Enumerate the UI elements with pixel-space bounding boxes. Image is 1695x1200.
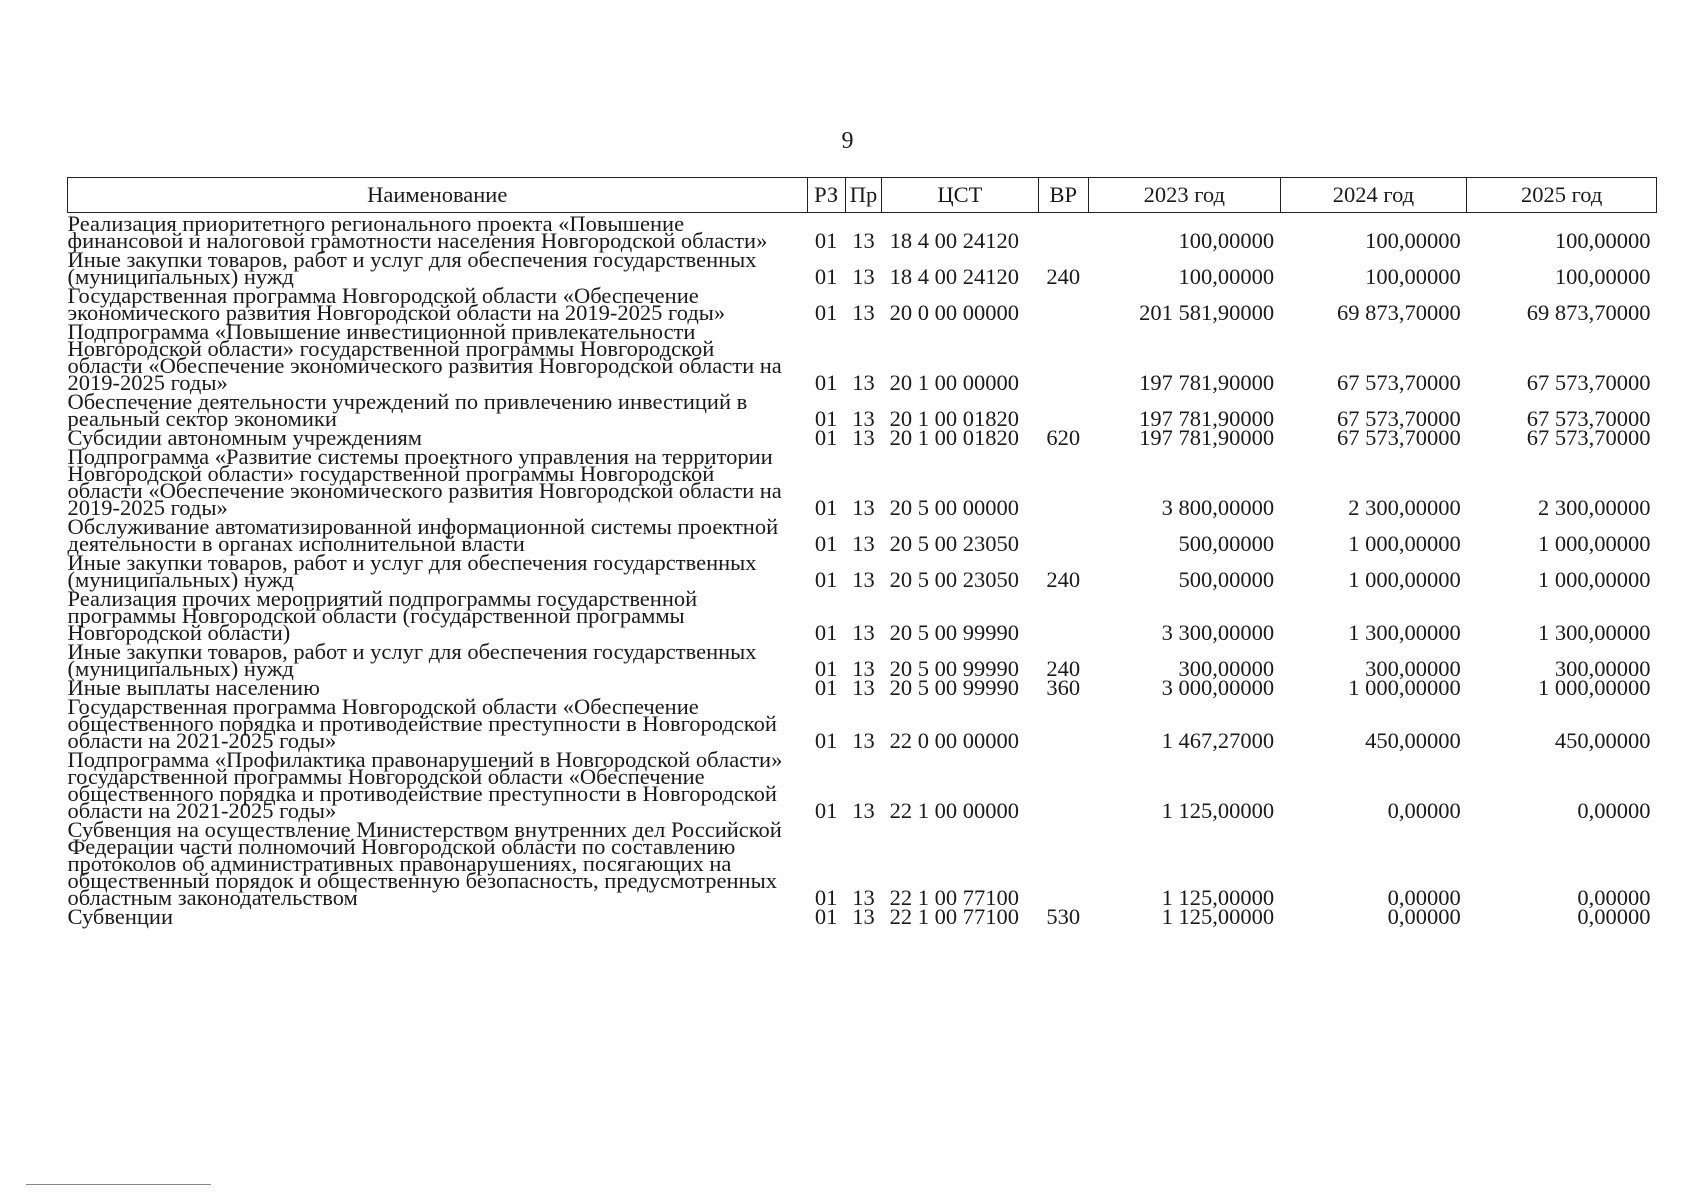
row-cst: 20 5 00 23050 [889,531,1020,556]
row-2023: 3 800,00000 [1161,495,1275,520]
row-rz: 01 [814,885,838,910]
row-pr: 13 [852,531,875,556]
row-2025: 0,00000 [1577,904,1651,929]
row-rz: 01 [814,406,838,431]
row-vr: 530 [1046,904,1081,929]
row-pr: 13 [852,495,875,520]
row-2025: 100,00000 [1554,264,1651,289]
row-rz: 01 [814,264,838,289]
row-name: Иные закупки товаров, работ и услуг для обеспечения государственных (муниципальных) нужд [67,639,757,681]
row-vr [1038,819,1088,906]
row-pr: 13 [852,370,875,395]
row-cst: 18 4 00 24120 [889,264,1020,289]
table-header [68,178,1657,213]
row-2023: 3 000,00000 [1161,675,1275,700]
table-row [68,446,1657,516]
row-rz: 01 [814,798,838,823]
row-2024: 100,00000 [1365,228,1461,253]
row-2023: 3 300,00000 [1161,620,1275,645]
row-cst: 20 5 00 99990 [889,675,1020,700]
row-cst: 20 5 00 99990 [889,656,1020,681]
row-2024: 300,00000 [1365,656,1461,681]
row-cst: 20 1 00 01820 [889,425,1020,450]
row-vr [1038,749,1088,819]
row-pr: 13 [852,425,875,450]
row-2024: 67 573,70000 [1337,370,1461,395]
header-name: Наименование [68,178,808,213]
row-vr: 240 [1046,656,1081,681]
row-2024: 1 000,00000 [1348,531,1461,556]
row-2023: 1 125,00000 [1161,798,1275,823]
table-body [67,211,1657,929]
row-2025: 1 300,00000 [1538,620,1651,645]
row-name: Государственная программа Новгородской области «Обеспечение экономического развития Новгородской области на 2019-2025 годы» [67,283,726,325]
row-2023: 300,00000 [1178,656,1275,681]
row-2025: 2 300,00000 [1538,495,1651,520]
row-vr [1038,516,1088,552]
header-2024: 2024 год [1280,178,1467,213]
row-vr: 240 [1046,567,1081,592]
row-name: Иные выплаты населению [67,675,320,700]
row-rz: 01 [814,567,838,592]
row-name: Субвенции [67,904,173,929]
row-2024: 2 300,00000 [1348,495,1461,520]
row-name: Обслуживание автоматизированной информационной системы проектной деятельности в органах исполнительной власти [67,514,779,556]
row-pr: 13 [852,798,875,823]
table-row [68,588,1657,641]
row-2023: 500,00000 [1178,567,1275,592]
row-2023: 197 781,90000 [1139,406,1275,431]
row-pr: 13 [852,675,875,700]
row-2024: 450,00000 [1365,728,1461,753]
table-row [68,516,1657,552]
row-2025: 1 000,00000 [1538,531,1651,556]
row-pr: 13 [852,885,875,910]
table-row [68,213,1657,250]
page-number: 9 [841,128,854,154]
row-pr: 13 [852,656,875,681]
header-pr: Пр [845,178,881,213]
table-row [68,391,1657,427]
row-rz: 01 [814,620,838,645]
row-2024: 67 573,70000 [1337,425,1461,450]
row-vr [1038,213,1088,250]
table-row [68,641,1657,677]
row-2024: 67 573,70000 [1337,406,1461,431]
row-2024: 100,00000 [1365,264,1461,289]
row-2024: 0,00000 [1387,885,1461,910]
row-2023: 100,00000 [1178,264,1275,289]
row-2025: 69 873,70000 [1526,300,1651,325]
header-rz: РЗ [807,178,845,213]
row-2023: 197 781,90000 [1139,425,1275,450]
row-name: Иные закупки товаров, работ и услуг для обеспечения государственных (муниципальных) нужд [67,550,757,592]
row-2025: 0,00000 [1577,885,1651,910]
row-2025: 450,00000 [1554,728,1651,753]
row-2024: 1 000,00000 [1348,567,1461,592]
budget-table [67,177,1657,929]
row-pr: 13 [852,728,875,753]
row-cst: 20 1 00 01820 [889,406,1020,431]
row-vr: 240 [1046,264,1081,289]
row-pr: 13 [852,567,875,592]
table-row [68,321,1657,391]
header-cst: ЦСТ [882,178,1038,213]
row-2025: 100,00000 [1554,228,1651,253]
row-rz: 01 [814,675,838,700]
row-2025: 1 000,00000 [1538,675,1651,700]
row-2025: 67 573,70000 [1526,406,1651,431]
row-vr [1038,321,1088,391]
row-2024: 1 300,00000 [1348,620,1461,645]
row-vr [1038,696,1088,749]
header-2025: 2025 год [1467,178,1657,213]
row-pr: 13 [852,406,875,431]
row-2025: 67 573,70000 [1526,425,1651,450]
row-rz: 01 [814,531,838,556]
row-pr: 13 [852,264,875,289]
row-name: Иные закупки товаров, работ и услуг для обеспечения государственных (муниципальных) нужд [67,247,757,289]
row-2025: 300,00000 [1554,656,1651,681]
row-rz: 01 [814,728,838,753]
row-name: Субсидии автономным учреждениям [67,425,422,450]
row-name: Подпрограмма «Повышение инвестиционной привлекательности Новгородской области» государственной программы Новгородской области «Обеспечение экономического развития Новгородской области на 2019-2025 годы» [67,319,782,395]
row-2023: 100,00000 [1178,228,1275,253]
table-row [68,285,1657,321]
row-name: Реализация приоритетного регионального проекта «Повышение финансовой и налоговой грамотности населения Новгородской области» [67,211,768,253]
row-name: Реализация прочих мероприятий подпрограммы государственной программы Новгородской области (государственной программы Новгородской области) [67,586,698,645]
row-pr: 13 [852,620,875,645]
row-rz: 01 [814,425,838,450]
row-cst: 20 5 00 23050 [889,567,1020,592]
row-pr: 13 [852,228,875,253]
row-2023: 201 581,90000 [1139,300,1275,325]
row-2025: 0,00000 [1577,798,1651,823]
row-rz: 01 [814,300,838,325]
row-2023: 1 125,00000 [1161,885,1275,910]
row-2024: 1 000,00000 [1348,675,1461,700]
row-cst: 22 1 00 00000 [889,798,1020,823]
row-pr: 13 [852,904,875,929]
table-row [68,696,1657,749]
table-row [68,819,1657,906]
row-vr [1038,446,1088,516]
row-cst: 22 1 00 77100 [889,885,1020,910]
row-rz: 01 [814,370,838,395]
row-vr [1038,285,1088,321]
row-name: Государственная программа Новгородской области «Обеспечение общественного порядка и противодействие преступности в Новгородской области на 2021-2025 годы» [67,694,777,753]
row-rz: 01 [814,495,838,520]
row-cst: 20 5 00 99990 [889,620,1020,645]
row-cst: 20 5 00 00000 [889,495,1020,520]
table-row [68,249,1657,285]
row-vr: 360 [1046,675,1081,700]
row-2023: 1 125,00000 [1161,904,1275,929]
row-cst: 22 0 00 00000 [889,728,1020,753]
row-name: Подпрограмма «Развитие системы проектного управления на территории Новгородской области» государственной программы Новгородской области «Обеспечение экономического развития Новгородской области на 2019-2025 годы» [67,444,782,520]
row-name: Субвенция на осуществление Министерством внутренних дел Российской Федерации части полномочий Новгородской области по составлению протоколов об административных правонарушениях, посягающих на общественный порядок и общественную безопасность, предусмотренных областным законодательством [67,817,782,910]
row-cst: 22 1 00 77100 [889,904,1020,929]
row-name: Подпрограмма «Профилактика правонарушений в Новгородской области» государственной программы Новгородской области «Обеспечение общественного порядка и противодействие преступности в Новгородской области на 2021-2025 годы» [67,747,783,823]
row-2023: 500,00000 [1178,531,1275,556]
header-2023: 2023 год [1088,178,1280,213]
row-2025: 1 000,00000 [1538,567,1651,592]
header-vr: ВР [1038,178,1088,213]
row-rz: 01 [814,904,838,929]
table-row [68,749,1657,819]
row-2024: 69 873,70000 [1337,300,1461,325]
row-vr: 620 [1046,425,1081,450]
row-name: Обеспечение деятельности учреждений по привлечению инвестиций в реальный сектор экономики [67,389,748,431]
row-pr: 13 [852,300,875,325]
row-2024: 0,00000 [1387,798,1461,823]
row-cst: 18 4 00 24120 [889,228,1020,253]
row-rz: 01 [814,228,838,253]
row-2024: 0,00000 [1387,904,1461,929]
row-vr [1038,391,1088,427]
footer-rule [26,1184,211,1185]
row-2023: 1 467,27000 [1161,728,1275,753]
row-vr [1038,588,1088,641]
row-2023: 197 781,90000 [1139,370,1275,395]
row-2025: 67 573,70000 [1526,370,1651,395]
table-row [68,552,1657,588]
row-cst: 20 1 00 00000 [889,370,1020,395]
row-cst: 20 0 00 00000 [889,300,1020,325]
row-rz: 01 [814,656,838,681]
